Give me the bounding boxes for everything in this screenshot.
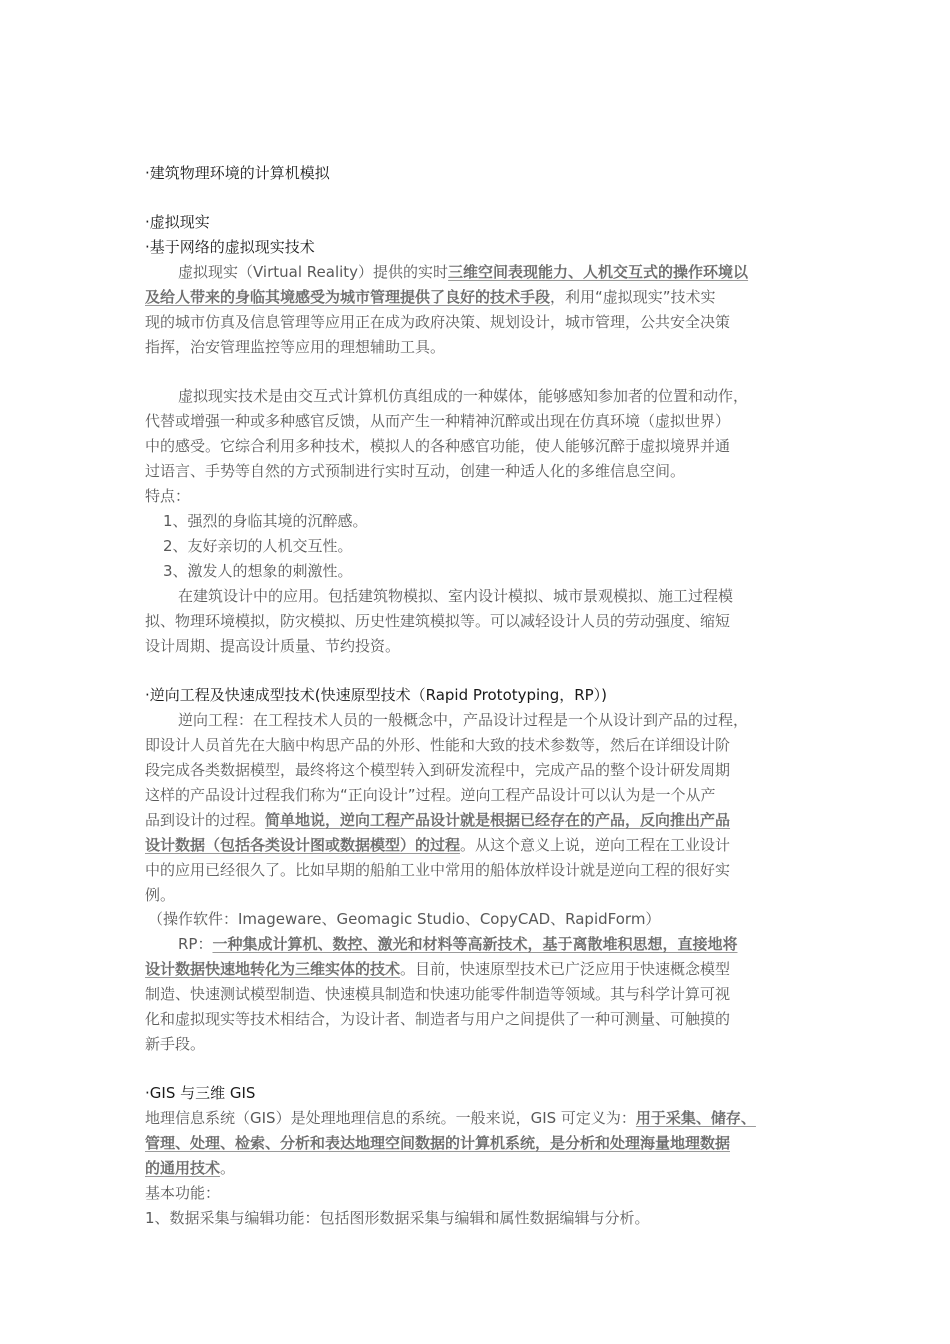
text-run: 在建筑设计中的应用。包括建筑物模拟、室内设计模拟、城市景观模拟、施工过程模 bbox=[178, 587, 734, 605]
text-line bbox=[145, 860, 825, 880]
text-line bbox=[145, 1158, 825, 1178]
text-run: 。从这个意义上说，逆向工程在工业设计 bbox=[460, 836, 731, 854]
text-line bbox=[178, 586, 858, 606]
emphasized-text: 一种集成计算机、数控、激光和材料等高新技术，基于离散堆积思想，直接地将 bbox=[212, 935, 738, 953]
text-run: 化和虚拟现实等技术相结合，为设计者、制造者与用户之间提供了一种可测量、可触摸的 bbox=[145, 1010, 731, 1028]
text-run: RP： bbox=[178, 935, 213, 953]
text-run: 3、激发人的想象的刺激性。 bbox=[163, 562, 353, 580]
emphasized-text: 设计数据（包括各类设计图或数据模型）的过程 bbox=[145, 836, 461, 854]
emphasized-text: 设计数据快速地转化为三维实体的技术 bbox=[145, 960, 401, 978]
text-line bbox=[178, 262, 858, 282]
section-heading bbox=[145, 163, 825, 183]
text-line bbox=[145, 337, 825, 357]
text-run: 段完成各类数据模型，最终将这个模型转入到研发流程中，完成产品的整个设计研发周期 bbox=[145, 761, 731, 779]
text-run: 新手段。 bbox=[145, 1035, 206, 1053]
section-heading bbox=[145, 1083, 825, 1103]
text-line bbox=[145, 312, 825, 332]
text-run: ·基于网络的虚拟现实技术 bbox=[145, 238, 315, 256]
text-line bbox=[145, 1009, 825, 1029]
section-heading bbox=[145, 212, 825, 232]
text-run: ·GIS 与三维 GIS bbox=[145, 1084, 256, 1102]
text-line bbox=[145, 636, 825, 656]
text-line bbox=[145, 1133, 825, 1153]
text-run: 地理信息系统（GIS）是处理地理信息的系统。一般来说，GIS 可定义为： bbox=[145, 1109, 636, 1127]
text-run: 过语言、手势等自然的方式预制进行实时互动，创建一种适人化的多维信息空间。 bbox=[145, 462, 686, 480]
text-line bbox=[163, 511, 843, 531]
text-line bbox=[145, 885, 825, 905]
section-heading bbox=[145, 685, 825, 705]
text-run: 指挥，治安管理监控等应用的理想辅助工具。 bbox=[145, 338, 446, 356]
text-line bbox=[163, 536, 843, 556]
text-run: 品到设计的过程。 bbox=[145, 811, 266, 829]
text-line bbox=[148, 909, 828, 929]
text-line bbox=[145, 436, 825, 456]
text-line bbox=[145, 287, 825, 307]
text-run: 1、强烈的身临其境的沉醉感。 bbox=[163, 512, 368, 530]
text-line bbox=[145, 785, 825, 805]
text-line bbox=[145, 835, 825, 855]
text-line bbox=[145, 1183, 825, 1203]
text-run: ·建筑物理环境的计算机模拟 bbox=[145, 164, 330, 182]
text-run: ·虚拟现实 bbox=[145, 213, 210, 231]
text-line bbox=[145, 1108, 825, 1128]
text-line bbox=[145, 984, 825, 1004]
text-line bbox=[145, 611, 825, 631]
text-run: 即设计人员首先在大脑中构思产品的外形、性能和大致的技术参数等，然后在详细设计阶 bbox=[145, 736, 731, 754]
text-line bbox=[145, 810, 825, 830]
text-line bbox=[145, 1034, 825, 1054]
text-run: （操作软件：Imageware、Geomagic Studio、CopyCAD、RapidForm） bbox=[148, 910, 661, 928]
text-line bbox=[145, 411, 825, 431]
text-run: 。目前，快速原型技术已广泛应用于快速概念模型 bbox=[400, 960, 731, 978]
emphasized-text: 用于采集、储存、 bbox=[635, 1109, 756, 1127]
text-run: 拟、物理环境模拟，防灾模拟、历史性建筑模拟等。可以减轻设计人员的劳动强度、缩短 bbox=[145, 612, 731, 630]
text-line bbox=[145, 959, 825, 979]
text-line bbox=[178, 710, 858, 730]
text-line bbox=[145, 486, 825, 506]
text-line bbox=[178, 934, 858, 954]
text-run: 基本功能： bbox=[145, 1184, 221, 1202]
text-line bbox=[178, 386, 858, 406]
text-run: 中的感受。它综合利用多种技术，模拟人的各种感官功能，使人能够沉醉于虚拟境界并通 bbox=[145, 437, 731, 455]
text-run: ，利用“虚拟现实”技术实 bbox=[550, 288, 716, 306]
text-line bbox=[145, 1208, 825, 1228]
emphasized-text: 及给人带来的身临其境感受为城市管理提供了良好的技术手段 bbox=[145, 288, 551, 306]
text-run: 虚拟现实技术是由交互式计算机仿真组成的一种媒体，能够感知参加者的位置和动作， bbox=[178, 387, 749, 405]
text-line bbox=[145, 735, 825, 755]
emphasized-text: 管理、处理、检索、分析和表达地理空间数据的计算机系统，是分析和处理海量地理数据 bbox=[145, 1134, 731, 1152]
emphasized-text: 三维空间表现能力、人机交互式的操作环境以 bbox=[448, 263, 749, 281]
text-run: 逆向工程：在工程技术人员的一般概念中，产品设计过程是一个从设计到产品的过程， bbox=[178, 711, 749, 729]
text-run: 代替或增强一种或多种感官反馈，从而产生一种精神沉醉或出现在仿真环境（虚拟世界） bbox=[145, 412, 731, 430]
text-run: 虚拟现实（Virtual Reality）提供的实时 bbox=[178, 263, 449, 281]
emphasized-text: 简单地说，逆向工程产品设计就是根据已经存在的产品，反向推出产品 bbox=[265, 811, 731, 829]
text-run: 2、友好亲切的人机交互性。 bbox=[163, 537, 353, 555]
text-run: 。 bbox=[220, 1159, 236, 1177]
text-run: 制造、快速测试模型制造、快速模具制造和快速功能零件制造等领域。其与科学计算可视 bbox=[145, 985, 731, 1003]
emphasized-text: 的通用技术 bbox=[145, 1159, 221, 1177]
text-line bbox=[145, 760, 825, 780]
text-run: 设计周期、提高设计质量、节约投资。 bbox=[145, 637, 401, 655]
text-run: 现的城市仿真及信息管理等应用正在成为政府决策、规划设计，城市管理，公共安全决策 bbox=[145, 313, 731, 331]
text-line bbox=[163, 561, 843, 581]
text-run: 特点： bbox=[145, 487, 191, 505]
text-run: 中的应用已经很久了。比如早期的船舶工业中常用的船体放样设计就是逆向工程的很好实 bbox=[145, 861, 731, 879]
text-run: 这样的产品设计过程我们称为“正向设计”过程。逆向工程产品设计可以认为是一个从产 bbox=[145, 786, 716, 804]
text-run: 例。 bbox=[145, 886, 176, 904]
text-run: ·逆向工程及快速成型技术(快速原型技术（Rapid Prototyping，RP）) bbox=[145, 686, 608, 704]
text-line bbox=[145, 461, 825, 481]
section-heading bbox=[145, 237, 825, 257]
text-run: 1、数据采集与编辑功能：包括图形数据采集与编辑和属性数据编辑与分析。 bbox=[145, 1209, 650, 1227]
